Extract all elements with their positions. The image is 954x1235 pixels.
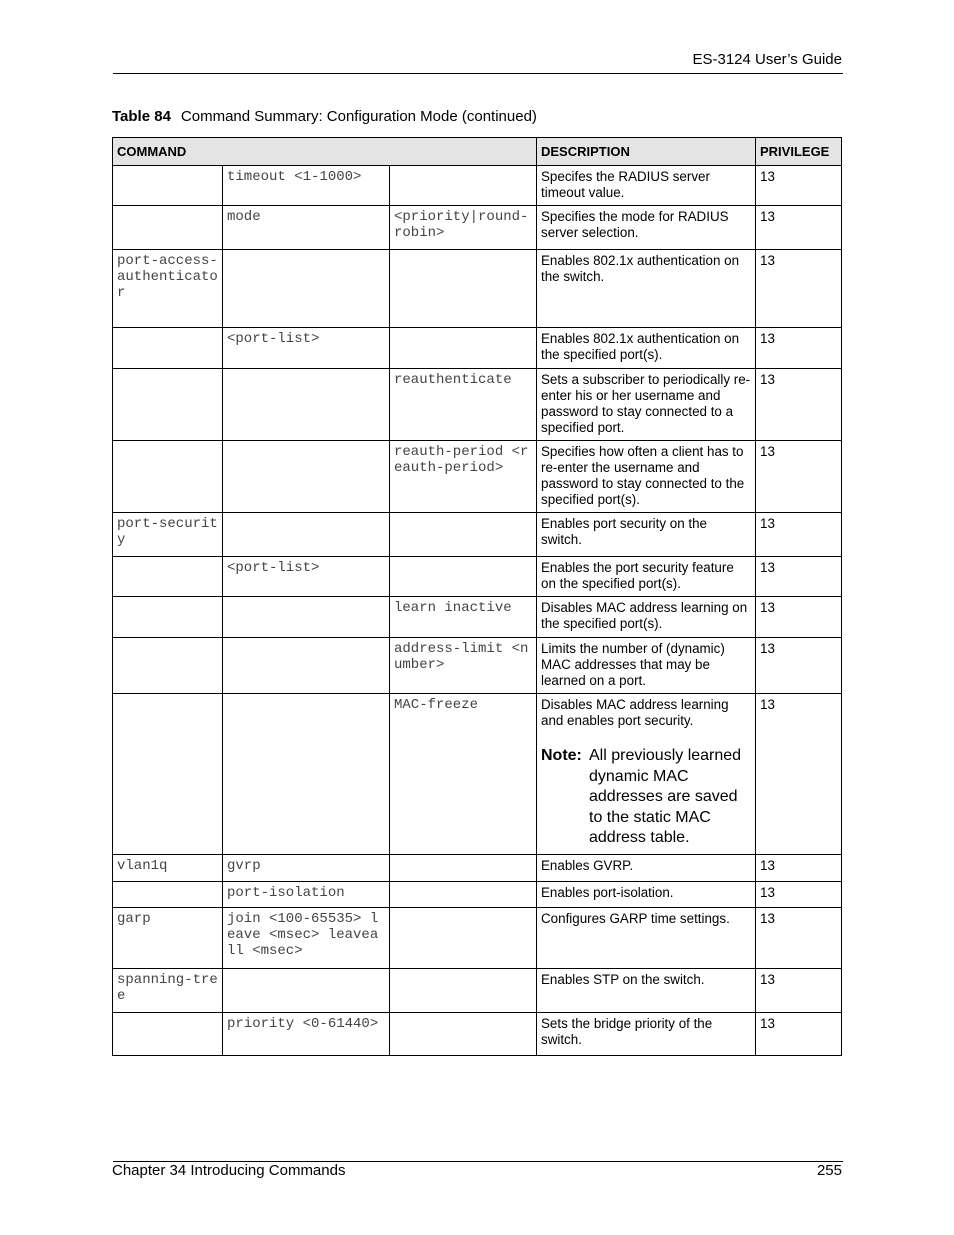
- privilege-cell: 13: [756, 597, 842, 638]
- table-row: [113, 907, 842, 968]
- description-cell: Enables the port security feature on the specified port(s).: [537, 557, 756, 597]
- argument-cell: [390, 166, 537, 206]
- privilege-cell: 13: [756, 968, 842, 1012]
- subcommand-cell: [223, 513, 390, 557]
- table-row: [113, 441, 842, 513]
- command-summary-table: [112, 137, 842, 1056]
- privilege-cell: 13: [756, 166, 842, 206]
- note-box: [541, 746, 751, 850]
- command-cell: [113, 206, 223, 250]
- description-cell: Enables 802.1x authentication on the switch.: [537, 250, 756, 328]
- description-cell: Sets the bridge priority of the switch.: [537, 1012, 756, 1055]
- argument-cell: reauthenticate: [390, 369, 537, 441]
- command-cell: [113, 638, 223, 694]
- privilege-cell: 13: [756, 854, 842, 881]
- command-cell: port-access-authenticator: [113, 250, 223, 328]
- subcommand-cell: timeout <1-1000>: [223, 166, 390, 206]
- subcommand-cell: mode: [223, 206, 390, 250]
- description-text: Disables MAC address learning and enables port security.: [541, 697, 729, 728]
- description-cell: Enables GVRP.: [537, 854, 756, 881]
- header-divider: [113, 73, 843, 74]
- argument-cell: [390, 513, 537, 557]
- command-cell: [113, 1012, 223, 1055]
- subcommand-cell: gvrp: [223, 854, 390, 881]
- subcommand-cell: [223, 597, 390, 638]
- privilege-column-header: PRIVILEGE: [756, 138, 842, 166]
- description-column-header: DESCRIPTION: [537, 138, 756, 166]
- table-row: [113, 250, 842, 328]
- table-row: [113, 694, 842, 855]
- guide-title: ES-3124 User’s Guide: [692, 51, 842, 68]
- subcommand-cell: [223, 441, 390, 513]
- privilege-cell: 13: [756, 907, 842, 968]
- table-title: Command Summary: Configuration Mode (continued): [180, 108, 537, 125]
- description-cell: Limits the number of (dynamic) MAC addresses that may be learned on a port.: [537, 638, 756, 694]
- table-row: [113, 328, 842, 369]
- command-cell: vlan1q: [113, 854, 223, 881]
- table-row: [113, 638, 842, 694]
- argument-cell: [390, 250, 537, 328]
- footer-chapter: Chapter 34 Introducing Commands: [112, 1162, 346, 1179]
- argument-cell: [390, 1012, 537, 1055]
- command-cell: [113, 557, 223, 597]
- subcommand-cell: <port-list>: [223, 557, 390, 597]
- description-cell: Enables port-isolation.: [537, 881, 756, 907]
- argument-cell: MAC-freeze: [390, 694, 537, 855]
- description-cell: Specifies the mode for RADIUS server selection.: [537, 206, 756, 250]
- privilege-cell: 13: [756, 328, 842, 369]
- command-cell: [113, 328, 223, 369]
- privilege-cell: 13: [756, 557, 842, 597]
- argument-cell: [390, 907, 537, 968]
- table-row: [113, 1012, 842, 1055]
- table-row: [113, 513, 842, 557]
- note-text: All previously learned dynamic MAC addresses are saved to the static MAC address table.: [589, 747, 742, 846]
- argument-cell: [390, 328, 537, 369]
- subcommand-cell: priority <0-61440>: [223, 1012, 390, 1055]
- command-cell: [113, 166, 223, 206]
- argument-cell: [390, 557, 537, 597]
- note-label: Note:: [541, 747, 582, 764]
- description-cell: Configures GARP time settings.: [537, 907, 756, 968]
- table-header-row: [113, 138, 842, 166]
- page-number: 255: [816, 1162, 842, 1179]
- argument-cell: <priority|round-robin>: [390, 206, 537, 250]
- table-row: [113, 557, 842, 597]
- description-cell: Disables MAC address learning on the specified port(s).: [537, 597, 756, 638]
- subcommand-cell: [223, 968, 390, 1012]
- command-cell: [113, 369, 223, 441]
- privilege-cell: 13: [756, 638, 842, 694]
- subcommand-cell: join <100-65535> leave <msec> leaveall <msec>: [223, 907, 390, 968]
- privilege-cell: 13: [756, 881, 842, 907]
- command-cell: [113, 441, 223, 513]
- table-row: [113, 854, 842, 881]
- table-row: [113, 968, 842, 1012]
- command-cell: spanning-tree: [113, 968, 223, 1012]
- description-cell: Specifies how often a client has to re-enter the username and password to stay connected to the specified port(s).: [537, 441, 756, 513]
- argument-cell: learn inactive: [390, 597, 537, 638]
- argument-cell: [390, 881, 537, 907]
- command-cell: [113, 881, 223, 907]
- description-cell: Enables port security on the switch.: [537, 513, 756, 557]
- description-cell: [537, 694, 756, 855]
- command-column-header: COMMAND: [113, 138, 537, 166]
- privilege-cell: 13: [756, 694, 842, 855]
- description-cell: Sets a subscriber to periodically re-enter his or her username and password to stay connected to a specified port.: [537, 369, 756, 441]
- privilege-cell: 13: [756, 369, 842, 441]
- table-caption: [112, 108, 537, 125]
- subcommand-cell: [223, 369, 390, 441]
- description-cell: Enables STP on the switch.: [537, 968, 756, 1012]
- privilege-cell: 13: [756, 513, 842, 557]
- privilege-cell: 13: [756, 206, 842, 250]
- command-cell: garp: [113, 907, 223, 968]
- command-cell: [113, 597, 223, 638]
- description-cell: Enables 802.1x authentication on the specified port(s).: [537, 328, 756, 369]
- privilege-cell: 13: [756, 1012, 842, 1055]
- argument-cell: [390, 854, 537, 881]
- argument-cell: reauth-period <reauth-period>: [390, 441, 537, 513]
- command-cell: [113, 694, 223, 855]
- subcommand-cell: [223, 638, 390, 694]
- command-cell: port-security: [113, 513, 223, 557]
- table-row: [113, 881, 842, 907]
- privilege-cell: 13: [756, 250, 842, 328]
- subcommand-cell: [223, 694, 390, 855]
- argument-cell: address-limit <number>: [390, 638, 537, 694]
- subcommand-cell: [223, 250, 390, 328]
- table-number: Table 84: [112, 108, 171, 125]
- table-row: [113, 206, 842, 250]
- argument-cell: [390, 968, 537, 1012]
- table-row: [113, 166, 842, 206]
- subcommand-cell: <port-list>: [223, 328, 390, 369]
- table-row: [113, 597, 842, 638]
- table-row: [113, 369, 842, 441]
- privilege-cell: 13: [756, 441, 842, 513]
- subcommand-cell: port-isolation: [223, 881, 390, 907]
- description-cell: Specifes the RADIUS server timeout value.: [537, 166, 756, 206]
